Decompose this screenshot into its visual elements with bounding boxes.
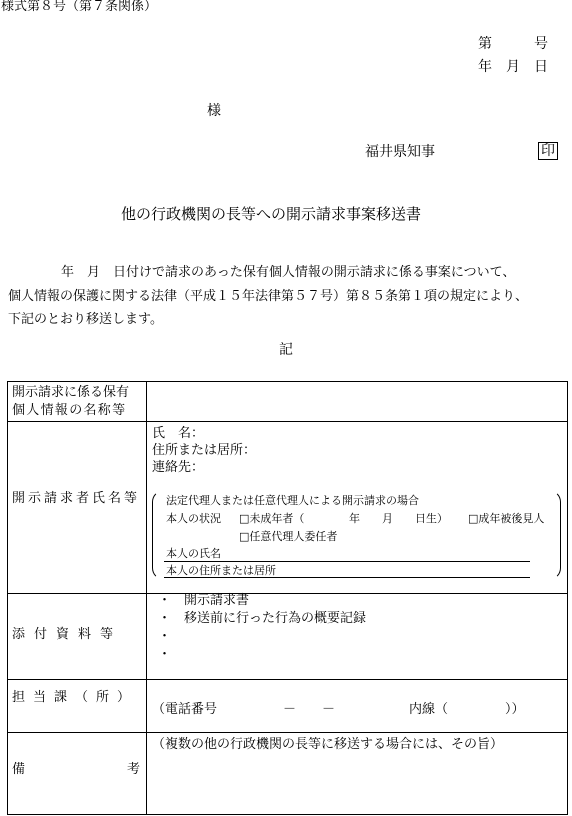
document-number: 第 号 bbox=[478, 36, 548, 52]
attachment-item: ・ 移送前に行った行為の概要記録 bbox=[158, 611, 367, 626]
requester-address-field: 住所または居所： bbox=[152, 443, 257, 458]
label-cell bbox=[8, 733, 147, 815]
principal-address-underline bbox=[164, 577, 530, 578]
remarks-label-right: 考 bbox=[127, 762, 141, 777]
body-line-3: 下記のとおり移送します。 bbox=[8, 312, 163, 327]
label-cell bbox=[8, 422, 147, 594]
department-label: 担当課（所） bbox=[12, 690, 139, 705]
principal-name-field: 本人の氏名 bbox=[166, 547, 221, 560]
extension-close: ）） bbox=[505, 702, 525, 717]
attachment-item: ・ bbox=[158, 647, 172, 662]
document-title: 他の行政機関の長等への開示請求事案移送書 bbox=[121, 205, 422, 223]
extension-field: 内線（ bbox=[409, 702, 449, 717]
phone-field: （電話番号 bbox=[152, 702, 218, 717]
sender-name: 福井県知事 bbox=[365, 144, 435, 160]
requester-contact-field: 連絡先： bbox=[152, 460, 205, 475]
form-number: 様式第８号（第７条関係） bbox=[1, 0, 158, 14]
remarks-label-left: 備 bbox=[12, 762, 26, 777]
addressee-suffix: 様 bbox=[207, 103, 221, 119]
attachments-label: 添付資料等 bbox=[12, 627, 123, 642]
minor-checkbox: □未成年者（ bbox=[239, 512, 305, 525]
issue-date: 年 月 日 bbox=[478, 59, 548, 75]
proxy-section-title: 法定代理人または任意代理人による開示請求の場合 bbox=[166, 494, 419, 507]
value-cell bbox=[147, 382, 568, 422]
body-line-2: 個人情報の保護に関する法律（平成１５年法律第５７号）第８５条第１項の規定により、 bbox=[8, 289, 529, 304]
principal-name-underline bbox=[164, 561, 530, 562]
principal-address-field: 本人の住所または居所 bbox=[166, 564, 276, 577]
requester-label: 開示請求者氏名等 bbox=[12, 491, 141, 506]
remarks-note: （複数の他の行政機関の長等に移送する場合には、その旨） bbox=[152, 737, 504, 752]
record-name-label-2: 個人情報の名称等 bbox=[12, 403, 127, 418]
phone-dash: － － bbox=[283, 702, 336, 717]
record-name-label-1: 開示請求に係る保有 bbox=[12, 385, 130, 400]
label-cell bbox=[8, 680, 147, 733]
requester-name-field: 氏 名： bbox=[152, 426, 205, 441]
ki-heading: 記 bbox=[279, 342, 293, 358]
body-line-1: 年 月 日付けで請求のあった保有個人情報の開示請求に係る事案について、 bbox=[61, 265, 516, 280]
principal-status-label: 本人の状況 bbox=[166, 512, 221, 525]
adult-guardian-checkbox: □成年被後見人 bbox=[468, 512, 545, 525]
attachment-item: ・ 開示請求書 bbox=[158, 593, 250, 608]
attachment-item: ・ bbox=[158, 629, 172, 644]
seal-stamp: 印 bbox=[538, 142, 558, 160]
voluntary-proxy-checkbox: □任意代理人委任者 bbox=[239, 530, 338, 543]
birth-date-field: 年 月 日生） bbox=[349, 512, 448, 525]
